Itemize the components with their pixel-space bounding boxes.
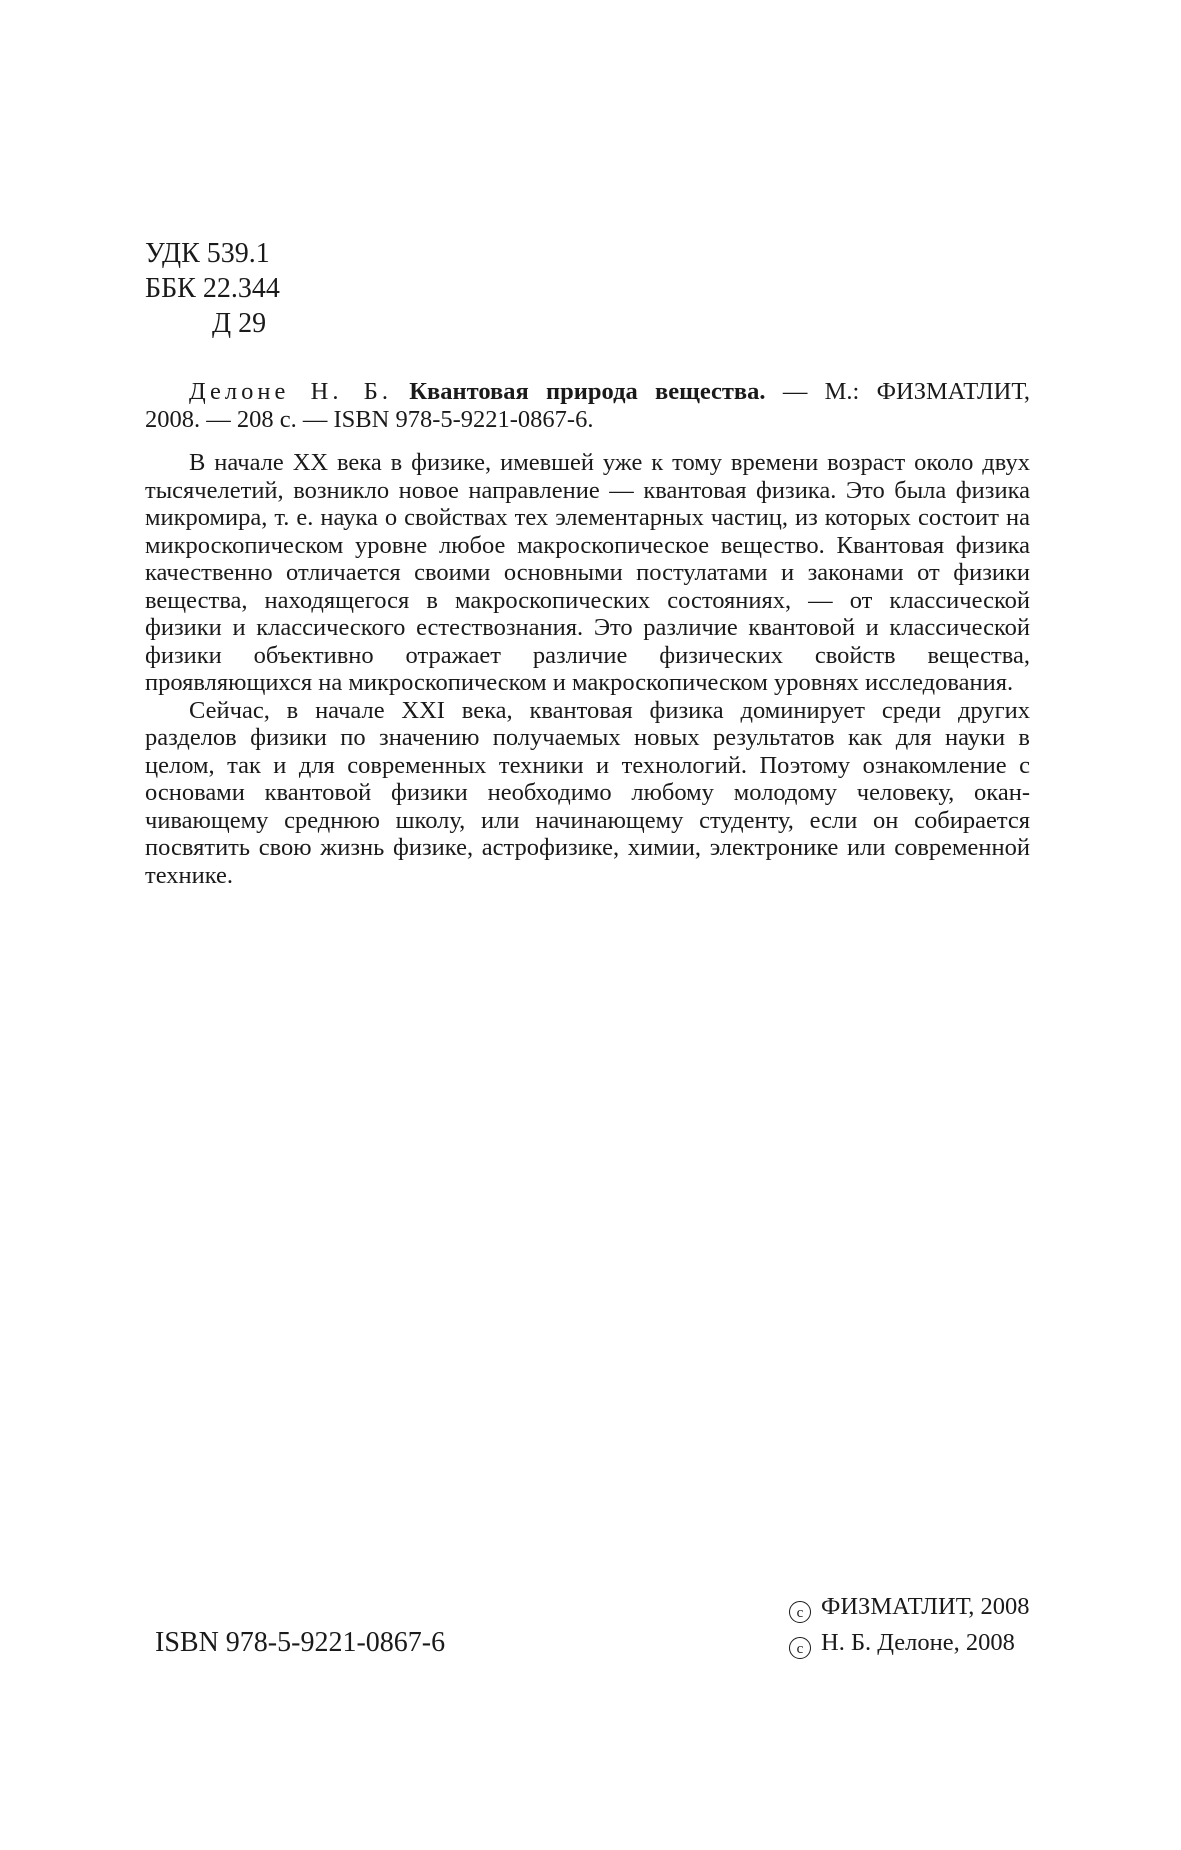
author-mark: Д 29 — [212, 308, 267, 339]
bib-second-line: 2008. — 208 с. — ISBN 978-5-9221-0867-6. — [145, 406, 594, 433]
bib-title: Квантовая природа вещества. — [409, 378, 766, 405]
abstract-paragraph-2: Сейчас, в начале XXI века, квантовая физика доминирует среди других разделов физики по значению получаемых новых результатов как для науки в целом, так и для современных техники и технологий. Поэтому ознакомление с основами квантовой физики необходимо любому молодому человеку, оканчивающему среднюю школу, или начинающему студенту, если он собирается посвятить свою жизнь физике, астрофизике, химии, электронике или современной технике. — [145, 696, 1030, 889]
bibliographic-description — [145, 378, 1030, 434]
abstract-paragraph-1: В начале XX века в физике, имевшей уже к тому времени возраст около двух тысячелетий, возникло новое направление — квантовая физика. Это была физика микромира, т. е. наука о свойствах тех элементарных частиц, из которых состоит на микроскопическом уровне любое макроскопическое вещество. Квантовая физика качественно отличается своими основными постулатами и законами от физики вещества, находящегося в макроскопических состояниях, — от классической физики и классического естествознания. Это различие квантовой и классической физики объективно отражает различие физических свойств вещества, проявляющихся на микроскопическом и макроскопическом уровнях исследования. — [145, 449, 1030, 696]
copyright-icon: c — [789, 1637, 811, 1659]
copyright-author-text: Н. Б. Делоне, 2008 — [821, 1629, 1015, 1656]
abstract — [145, 449, 1030, 889]
udk-code: УДК 539.1 — [145, 238, 270, 269]
isbn-footer: ISBN 978-5-9221-0867-6 — [155, 1627, 446, 1658]
bbk-code: ББК 22.344 — [145, 273, 280, 304]
copyright-publisher-text: ФИЗМАТЛИТ, 2008 — [821, 1593, 1030, 1620]
bib-publisher: — М.: ФИЗМАТЛИТ, — [765, 378, 1030, 405]
classification-block — [145, 236, 280, 341]
bib-first-line — [145, 378, 1030, 406]
copyright-icon: c — [789, 1601, 811, 1623]
copyright-author — [789, 1625, 1029, 1661]
copyright-block — [789, 1589, 1029, 1661]
copyright-publisher — [789, 1589, 1029, 1625]
bib-author: Делоне Н. Б. — [189, 378, 392, 405]
